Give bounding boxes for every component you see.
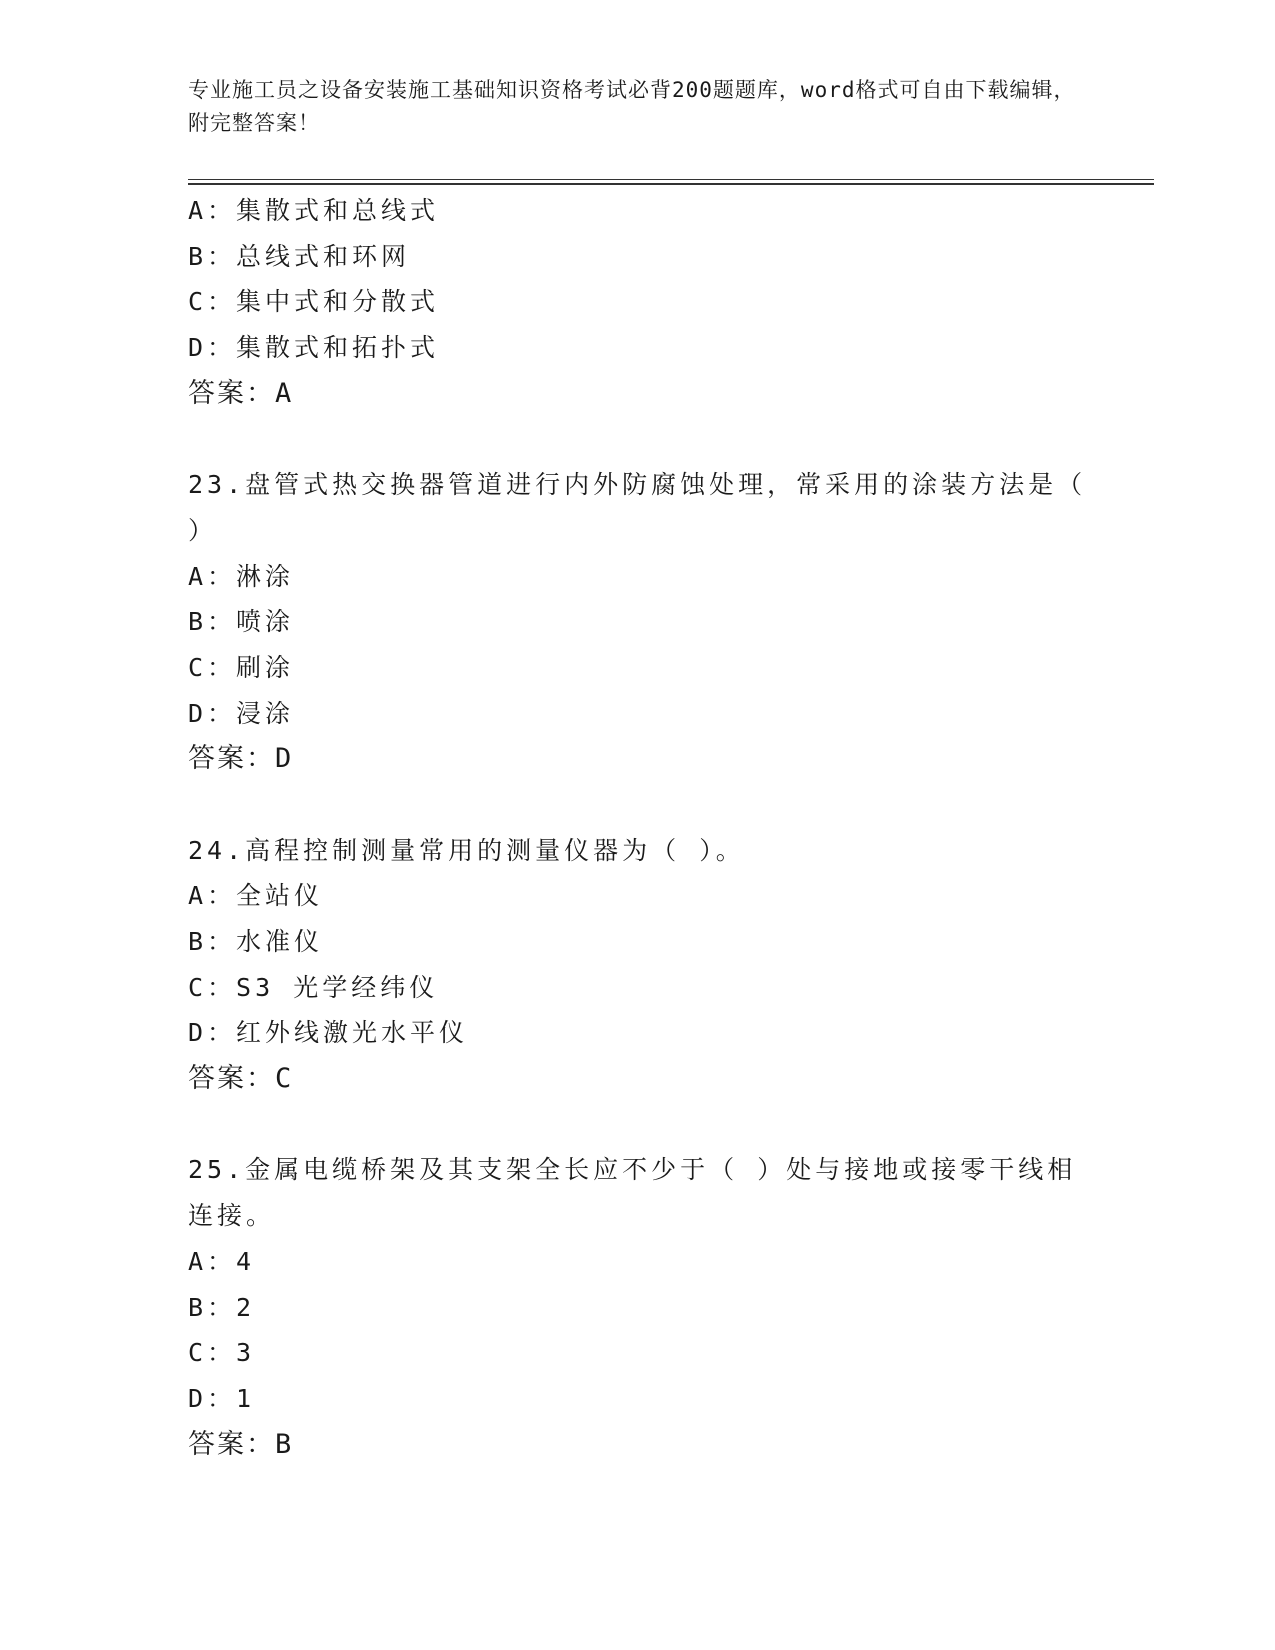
option-b: B：水准仪 [188, 927, 324, 956]
question-23-block [188, 462, 1088, 782]
answer-label: 答案：A [188, 377, 294, 409]
option-d: D：红外线激光水平仪 [188, 1018, 469, 1048]
header-divider-thick [188, 183, 1154, 185]
option-c: C：S3 光学经纬仪 [188, 972, 439, 1002]
option-c: C：刷涂 [188, 652, 295, 682]
spacer [188, 1102, 1088, 1148]
option-d: D：集散式和拓扑式 [188, 333, 440, 363]
document-title: 专业施工员之设备安装施工基础知识资格考试必背200题题库，word格式可自由下载编辑，附完整答案！ [188, 78, 1076, 135]
option-c: C：3 [188, 1338, 256, 1368]
option-a: A：4 [188, 1246, 256, 1276]
answer-label: 答案：B [188, 1428, 294, 1460]
question-text-line-2: 连接。 [188, 1201, 276, 1231]
question-24-block [188, 828, 1088, 1102]
option-b: B：总线式和环网 [188, 241, 411, 271]
option-a: A：淋涂 [188, 561, 295, 591]
answer-label: 答案：C [188, 1063, 294, 1095]
answer-label: 答案：D [188, 743, 294, 775]
question-list [188, 188, 1088, 1467]
spacer [188, 416, 1088, 462]
question-text-line-2: ） [188, 515, 218, 545]
option-c: C：集中式和分散式 [188, 287, 440, 317]
header-divider-thin [188, 179, 1154, 180]
option-b: B：2 [188, 1292, 256, 1322]
option-a: A：全站仪 [188, 881, 324, 911]
option-d: D：1 [188, 1383, 256, 1413]
option-b: B：喷涂 [188, 607, 295, 637]
question-text: 24.高程控制测量常用的测量仪器为（ ）。 [188, 835, 745, 865]
spacer [188, 782, 1088, 828]
option-d: D：浸涂 [188, 698, 295, 728]
question-text-line-1: 25.金属电缆桥架及其支架全长应不少于（ ）处与接地或接零干线相 [188, 1155, 1077, 1185]
question-text-line-1: 23.盘管式热交换器管道进行内外防腐蚀处理，常采用的涂装方法是（ [188, 470, 1087, 500]
option-a: A：集散式和总线式 [188, 196, 440, 225]
question-22-block [188, 188, 1088, 416]
question-25-block [188, 1147, 1088, 1467]
